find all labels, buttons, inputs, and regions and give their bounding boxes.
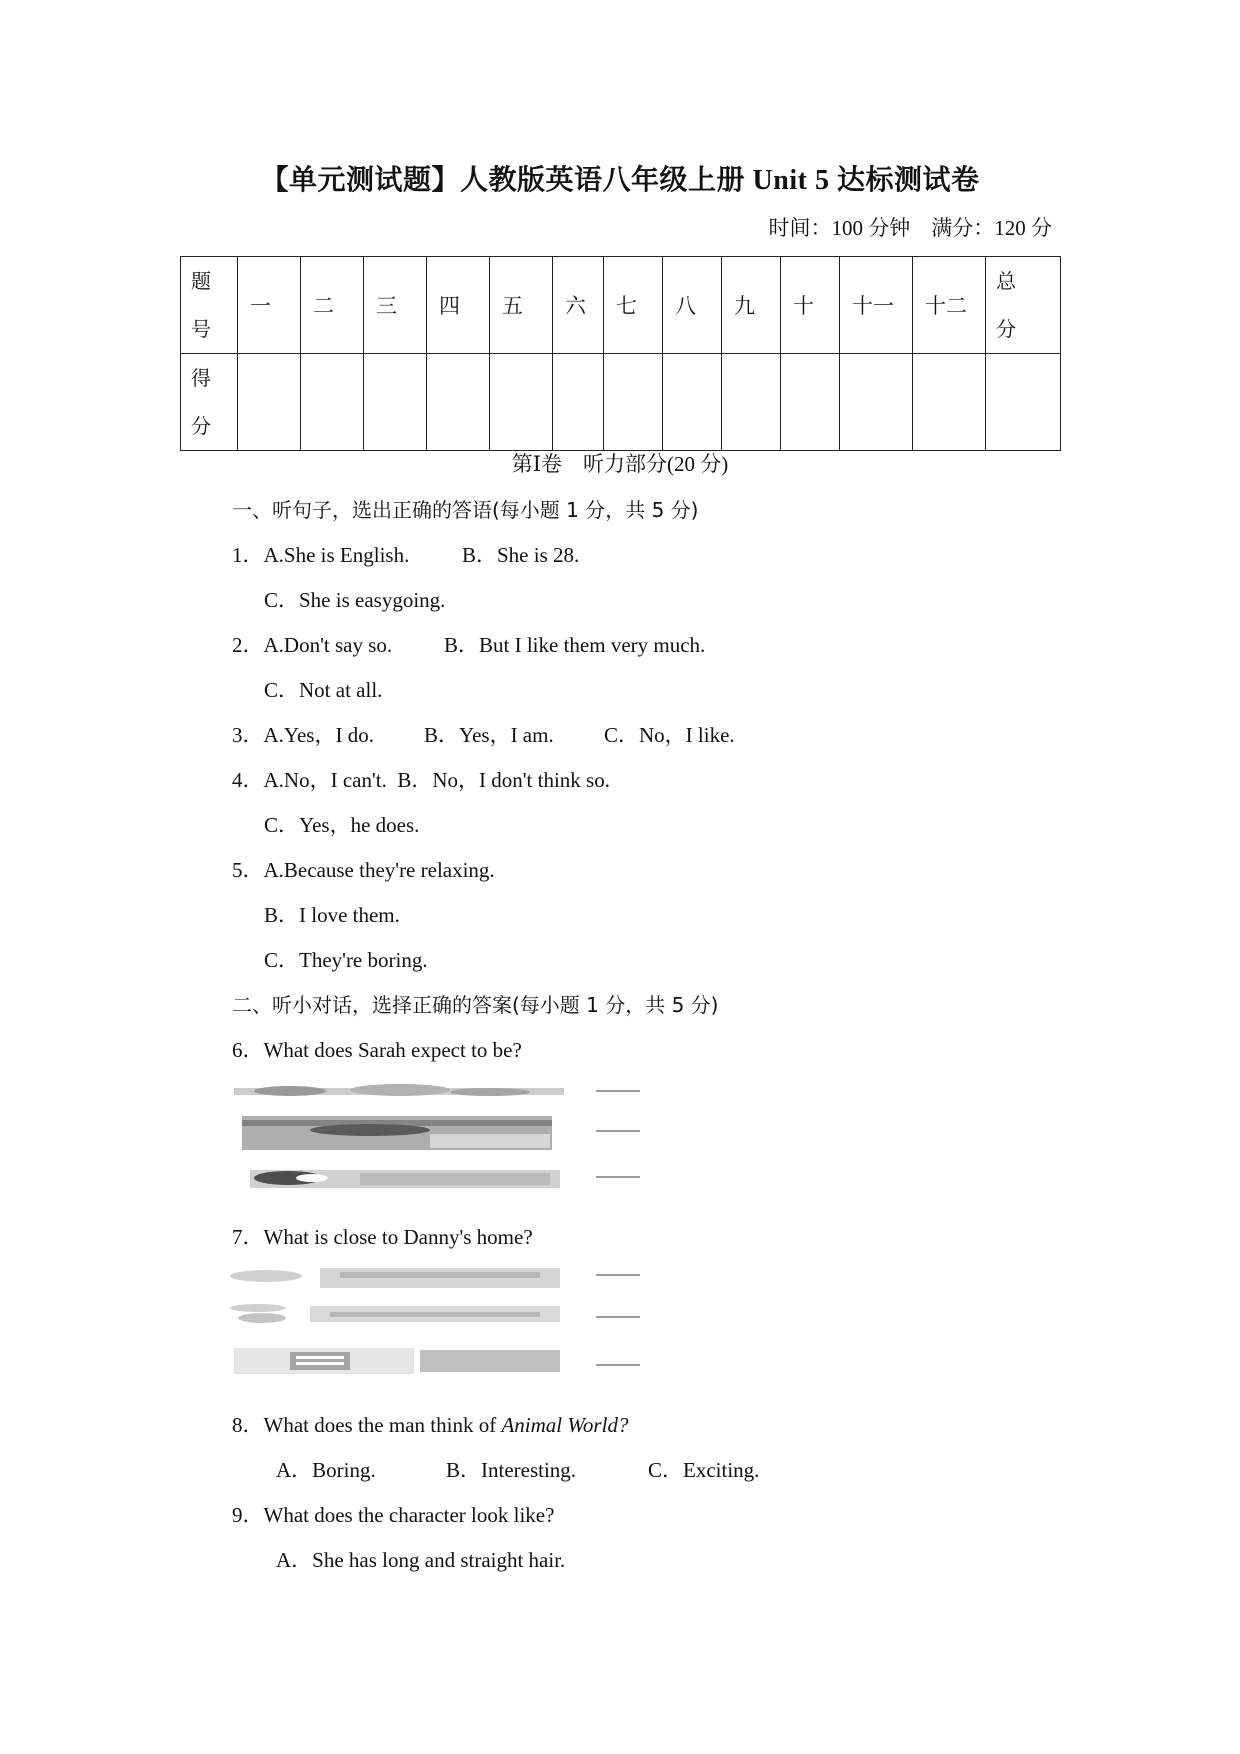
- time-info: 时间：100 分钟 满分：120 分: [768, 216, 1052, 240]
- q8-stem: 8．What does the man think of Animal World?: [232, 1413, 629, 1437]
- column-header: 一: [238, 257, 301, 354]
- column-header: 二: [301, 257, 364, 354]
- q6-blank-c: [596, 1176, 640, 1178]
- column-header: 四: [427, 257, 490, 354]
- q4-option-c: C．Yes，he does.: [264, 813, 420, 837]
- q5-option-c: C．They're boring.: [264, 948, 428, 972]
- q4-options-ab: 4．A.No，I can't. B．No，I don't think so.: [232, 768, 610, 792]
- q3-option-b: B．Yes，I am.: [424, 723, 554, 747]
- q7-blank-b: [596, 1316, 640, 1318]
- q2-option-b: B．But I like them very much.: [444, 633, 706, 657]
- section-title: 一、听句子，选出正确的答语(每小题 1 分，共 5 分): [232, 498, 699, 522]
- q7-blank-a: [596, 1274, 640, 1276]
- q8-option-a: A．Boring.: [276, 1458, 376, 1482]
- page-title: 【单元测试题】人教版英语八年级上册 Unit 5 达标测试卷: [260, 165, 980, 196]
- column-header: 十二: [913, 257, 986, 354]
- column-header-total: 总 分: [986, 257, 1061, 354]
- column-header: 五: [490, 257, 553, 354]
- column-header: 六: [553, 257, 604, 354]
- q3-option-a: 3．A.Yes，I do.: [232, 723, 374, 747]
- score-cell[interactable]: [553, 354, 604, 451]
- q8-option-c: C．Exciting.: [648, 1458, 760, 1482]
- table-row: [181, 354, 1061, 451]
- q7-picture-options: [230, 1262, 570, 1380]
- q2-option-a: 2．A.Don't say so.: [232, 633, 393, 657]
- q7-picture-a: [230, 1268, 560, 1288]
- q1-option-a: 1．A.She is English.: [232, 543, 410, 567]
- score-cell[interactable]: [722, 354, 781, 451]
- score-table: [180, 256, 1061, 451]
- score-cell[interactable]: [781, 354, 840, 451]
- column-header: 十: [781, 257, 840, 354]
- score-cell[interactable]: [490, 354, 553, 451]
- q9-stem: 9．What does the character look like?: [232, 1503, 555, 1527]
- score-cell[interactable]: [663, 354, 722, 451]
- table-row: [181, 257, 1061, 354]
- column-header: 九: [722, 257, 781, 354]
- score-cell[interactable]: [986, 354, 1061, 451]
- q1-option-b: B．She is 28.: [462, 543, 580, 567]
- score-cell[interactable]: [913, 354, 986, 451]
- q2-option-c: C．Not at all.: [264, 678, 383, 702]
- column-header: 七: [604, 257, 663, 354]
- column-header: 三: [364, 257, 427, 354]
- q7-blank-c: [596, 1364, 640, 1366]
- row-label-score: 得 分: [181, 354, 238, 451]
- q6-stem: 6．What does Sarah expect to be?: [232, 1038, 522, 1062]
- q5-option-b: B．I love them.: [264, 903, 400, 927]
- q7-stem: 7．What is close to Danny's home?: [232, 1225, 533, 1249]
- q6-picture-a: [234, 1084, 564, 1096]
- score-cell[interactable]: [840, 354, 913, 451]
- q6-picture-options: [230, 1078, 570, 1196]
- q7-picture-c: [234, 1348, 560, 1374]
- q6-picture-b: [242, 1116, 552, 1150]
- q3-option-c: C．No，I like.: [604, 723, 735, 747]
- q6-blank-a: [596, 1090, 640, 1092]
- q6-blank-b: [596, 1130, 640, 1132]
- q6-picture-c: [250, 1170, 560, 1188]
- column-header: 八: [663, 257, 722, 354]
- score-cell[interactable]: [238, 354, 301, 451]
- score-cell[interactable]: [364, 354, 427, 451]
- score-cell[interactable]: [301, 354, 364, 451]
- row-label-question-no: 题 号: [181, 257, 238, 354]
- q1-option-c: C．She is easygoing.: [264, 588, 446, 612]
- score-cell[interactable]: [427, 354, 490, 451]
- q8-option-b: B．Interesting.: [446, 1458, 577, 1482]
- q5-option-a: 5．A.Because they're relaxing.: [232, 858, 495, 882]
- section-heading: 第Ⅰ卷 听力部分(20 分): [511, 452, 729, 476]
- q9-option-a: A．She has long and straight hair.: [276, 1548, 566, 1572]
- section-title: 二、听小对话，选择正确的答案(每小题 1 分，共 5 分): [232, 993, 719, 1017]
- column-header: 十一: [840, 257, 913, 354]
- score-cell[interactable]: [604, 354, 663, 451]
- q7-picture-b: [230, 1304, 560, 1323]
